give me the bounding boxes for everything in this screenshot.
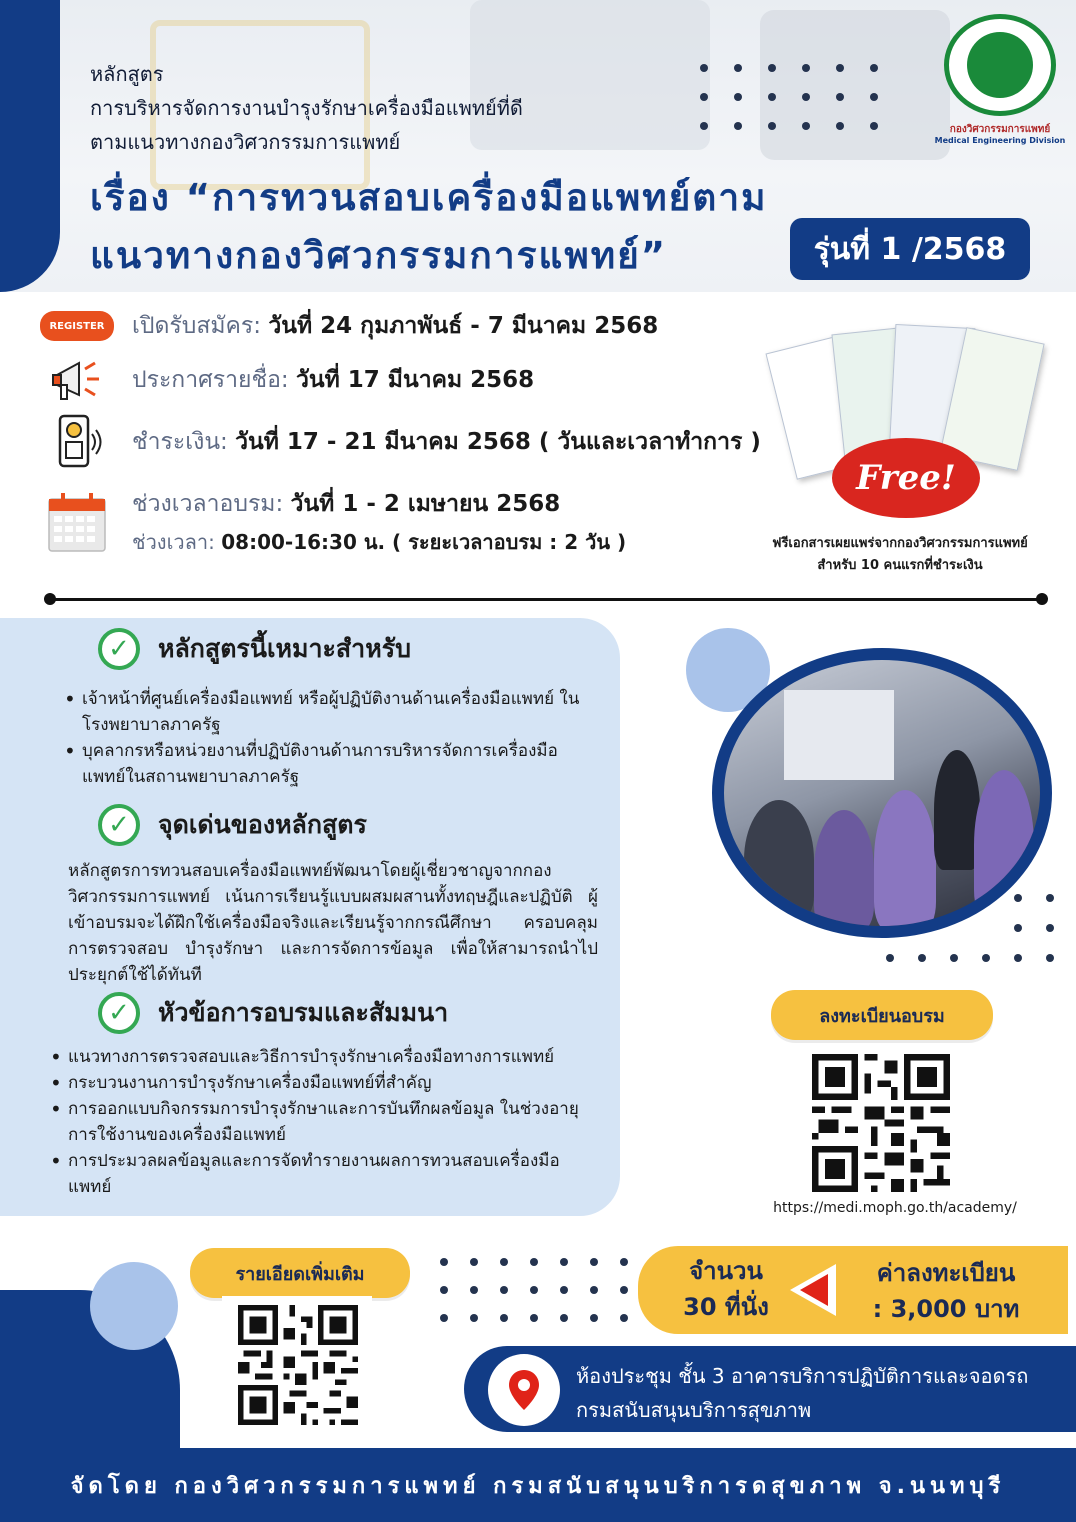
round-badge: รุ่นที่ 1 /2568 <box>790 218 1030 280</box>
caduceus-icon <box>967 32 1033 98</box>
location-pin-icon <box>488 1354 560 1426</box>
bottom-dot-grid <box>440 1258 628 1322</box>
list-item: • การประมวลผลข้อมูลและการจัดทำรายงานผลการทวนสอบเครื่องมือแพทย์ <box>46 1148 596 1200</box>
logo-org-name-th: กองวิศวกรรมการแพทย์ <box>949 124 1051 135</box>
venue-line: กรมสนับสนุนบริการสุขภาพ <box>576 1398 812 1422</box>
info-value: 08:00-16:30 น. ( ระยะเวลาอบรม : 2 วัน ) <box>221 530 627 554</box>
qr-code-icon <box>810 1054 952 1192</box>
divider-end-dot <box>44 593 56 605</box>
divider-end-dot <box>1036 593 1048 605</box>
list-item: • การออกแบบกิจกรรมการบำรุงรักษาและการบันทึกผลข้อมูล ในช่วงอายุการใช้งานของเครื่องมือแพทย์ <box>46 1096 596 1148</box>
list-item: • บุคลากรหรือหน่วยงานที่ปฏิบัติงานด้านการบริหารจัดการเครื่องมือ แพทย์ในสถานพยาบาลภาครัฐ <box>60 738 590 790</box>
section-topics-heading <box>98 992 448 1034</box>
register-url-link[interactable]: https://medi.moph.go.th/academy/ <box>773 1200 1017 1216</box>
venue-line: ห้องประชุม ชั้น 3 อาคารบริการปฏิบัติการและจอดรถ <box>576 1364 1029 1388</box>
arrow-left-icon-inner <box>800 1274 828 1306</box>
header-background-device <box>470 0 710 150</box>
attendee-figure <box>814 810 874 930</box>
details-qr-code[interactable] <box>222 1296 372 1436</box>
header-left-band <box>0 0 60 292</box>
info-label: เปิดรับสมัคร: <box>132 313 262 339</box>
header-dot-grid <box>700 64 878 130</box>
section-highlight-heading <box>98 804 367 846</box>
free-offer-caption: สำหรับ 10 คนแรกที่ชำระเงิน <box>817 558 983 573</box>
check-icon: ✓ <box>98 628 140 670</box>
course-name-line: ตามแนวทางกองวิศวกรรมการแพทย์ <box>90 130 401 154</box>
mobile-payment-icon <box>40 414 114 470</box>
highlight-paragraph: หลักสูตรการทวนสอบเครื่องมือแพทย์พัฒนาโดยผู้เชี่ยวชาญจากกองวิศวกรรมการแพทย์ เน้นการเรียนรู้แบบผสมผสานทั้งทฤษฎีและปฏิบัติ ผู้เข้าอบรมจะได้ฝึกใช้เครื่องมือจริงและเรียนรู้จากกรณีศึกษา ครอบคลุม การตรวจสอบ บำรุงรักษา และการจัดการข้อมูล เพื่อให้สามารถนำไปประยุกต์ใช้ได้ทันที <box>68 861 598 985</box>
free-badge: Free! <box>832 438 980 518</box>
info-label: ช่วงเวลา: <box>132 530 215 554</box>
section-suitable-heading <box>98 628 411 670</box>
info-value: วันที่ 1 - 2 เมษายน 2568 <box>290 491 561 517</box>
fee-amount: : 3,000 บาท <box>872 1295 1020 1323</box>
section-divider <box>48 598 1042 601</box>
photo-dot-grid <box>886 894 1054 962</box>
info-value: วันที่ 17 - 21 มีนาคม 2568 ( วันและเวลาทำการ ) <box>235 429 761 455</box>
list-item: • กระบวนงานการบำรุงรักษาเครื่องมือแพทย์ที่สำคัญ <box>46 1070 596 1096</box>
section-title: หัวข้อการอบรมและสัมมนา <box>158 998 449 1027</box>
info-row-registration <box>40 298 658 354</box>
attendee-figure <box>744 800 814 920</box>
info-value: วันที่ 24 กุมภาพันธ์ - 7 มีนาคม 2568 <box>268 313 659 339</box>
info-label: ประกาศรายชื่อ: <box>132 367 289 393</box>
list-item: • เจ้าหน้าที่ศูนย์เครื่องมือแพทย์ หรือผู้ปฏิบัติงานด้านเครื่องมือแพทย์ ในโรงพยาบาลภาครัฐ <box>60 686 590 738</box>
topics-list <box>46 1044 596 1200</box>
fee-label: ค่าลงทะเบียน <box>876 1259 1016 1287</box>
info-label: ช่วงเวลาอบรม: <box>132 491 284 517</box>
check-icon: ✓ <box>98 804 140 846</box>
info-row-announcement <box>40 352 534 408</box>
main-title-line: เรื่อง “การทวนสอบเครื่องมือแพทย์ตาม <box>90 176 768 219</box>
check-icon: ✓ <box>98 992 140 1034</box>
main-title-line: แนวทางกองวิศวกรรมการแพทย์” <box>90 234 668 277</box>
free-offer-caption: ฟรีเอกสารเผยแพร่จากกองวิศวกรรมการแพทย์ <box>772 536 1028 551</box>
qr-code-icon <box>238 1304 358 1426</box>
suitable-list <box>60 686 590 790</box>
info-row-training-date <box>40 486 626 558</box>
info-value: วันที่ 17 มีนาคม 2568 <box>295 367 535 393</box>
section-title: หลักสูตรนี้เหมาะสำหรับ <box>158 634 411 663</box>
course-label: หลักสูตร <box>90 62 164 86</box>
whiteboard <box>784 690 894 780</box>
register-icon-label: REGISTER <box>40 311 114 341</box>
footer-organizer: จัดโดย กองวิศวกรรมการแพทย์ กรมสนับสนุนบริการดสุขภาพ จ.นนทบุรี <box>0 1448 1076 1522</box>
register-button[interactable]: ลงทะเบียนอบรม <box>771 990 993 1040</box>
more-details-button[interactable]: รายเอียดเพิ่มเติม <box>190 1248 410 1298</box>
megaphone-icon <box>40 352 114 408</box>
register-qr-code[interactable] <box>810 1054 952 1192</box>
seats-label: จำนวน <box>689 1257 763 1285</box>
seats-count: 30 ที่นั่ง <box>683 1293 769 1321</box>
register-icon <box>40 298 114 354</box>
section-title: จุดเด่นของหลักสูตร <box>158 810 367 839</box>
decorative-circle <box>90 1262 178 1350</box>
list-item: • แนวทางการตรวจสอบและวิธีการบำรุงรักษาเครื่องมือทางการแพทย์ <box>46 1044 596 1070</box>
info-label: ชำระเงิน: <box>132 429 228 455</box>
info-row-payment <box>40 414 761 470</box>
logo-org-name-en: Medical Engineering Division <box>934 136 1066 145</box>
course-name-line: การบริหารจัดการงานบำรุงรักษาเครื่องมือแพทย์ที่ดี <box>90 96 523 120</box>
calendar-icon <box>40 494 114 550</box>
ministry-logo <box>944 14 1056 116</box>
